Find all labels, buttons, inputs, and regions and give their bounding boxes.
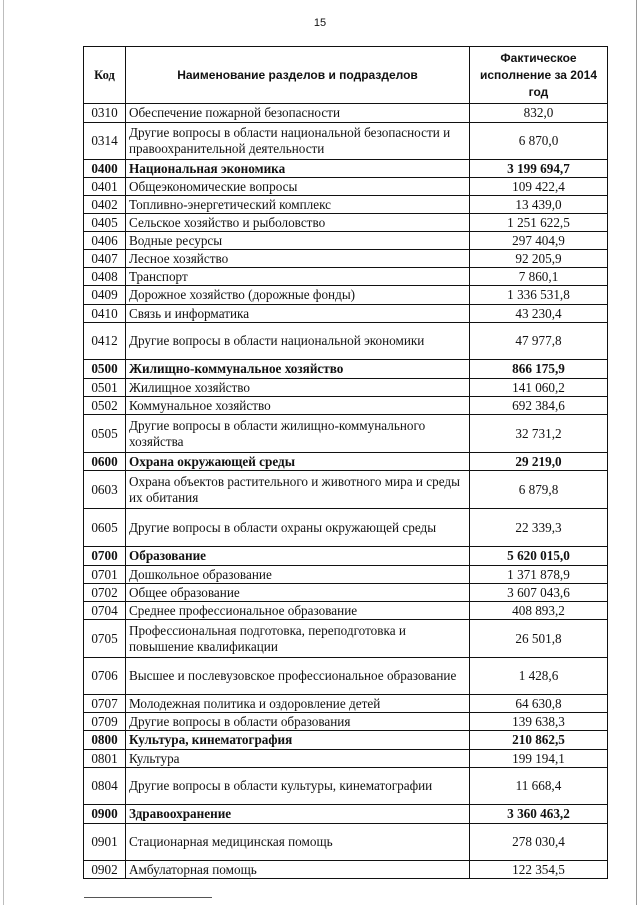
row-amount: 139 638,3: [470, 713, 608, 731]
table-row: [84, 547, 608, 566]
row-amount: 297 404,9: [470, 232, 608, 250]
table-row: [84, 824, 608, 861]
row-amount: 109 422,4: [470, 178, 608, 196]
row-amount: 13 439,0: [470, 196, 608, 214]
row-name: Национальная экономика: [126, 160, 470, 178]
table-row: [84, 104, 608, 123]
row-amount: 408 893,2: [470, 602, 608, 620]
row-name: Другие вопросы в области национальной безопасности и правоохранительной деятельности: [126, 123, 470, 160]
row-code: 0800: [84, 731, 126, 750]
page-right-edge: [636, 0, 637, 905]
row-amount: 22 339,3: [470, 509, 608, 547]
row-name: Топливно-энергетический комплекс: [126, 196, 470, 214]
row-name: Жилищно-коммунальное хозяйство: [126, 360, 470, 379]
row-amount: 866 175,9: [470, 360, 608, 379]
row-amount: 692 384,6: [470, 397, 608, 415]
row-amount: 29 219,0: [470, 453, 608, 471]
row-code: 0502: [84, 397, 126, 415]
row-name: Здравоохранение: [126, 805, 470, 824]
row-name: Стационарная медицинская помощь: [126, 824, 470, 861]
table-row: [84, 566, 608, 584]
table-row: [84, 713, 608, 731]
table-row: [84, 214, 608, 232]
page-number: 15: [313, 17, 327, 29]
row-code: 0706: [84, 658, 126, 695]
row-amount: 832,0: [470, 104, 608, 123]
row-amount: 278 030,4: [470, 824, 608, 861]
row-code: 0700: [84, 547, 126, 566]
table-row: [84, 250, 608, 268]
row-amount: 1 371 878,9: [470, 566, 608, 584]
row-code: 0406: [84, 232, 126, 250]
row-code: 0701: [84, 566, 126, 584]
table-row: [84, 805, 608, 824]
row-code: 0600: [84, 453, 126, 471]
row-name: Среднее профессиональное образование: [126, 602, 470, 620]
table-row: [84, 196, 608, 214]
row-name: Охрана объектов растительного и животного мира и среды их обитания: [126, 471, 470, 509]
table-row: [84, 286, 608, 305]
row-code: 0707: [84, 695, 126, 713]
table-row: [84, 471, 608, 509]
row-amount: 47 977,8: [470, 323, 608, 360]
row-code: 0409: [84, 286, 126, 305]
row-amount: 11 668,4: [470, 768, 608, 805]
table-row: [84, 178, 608, 196]
page-left-edge: [3, 0, 4, 905]
table-row: [84, 453, 608, 471]
row-name: Другие вопросы в области образования: [126, 713, 470, 731]
row-code: 0704: [84, 602, 126, 620]
row-code: 0801: [84, 750, 126, 768]
row-code: 0402: [84, 196, 126, 214]
row-name: Общее образование: [126, 584, 470, 602]
table-row: [84, 415, 608, 453]
row-amount: 64 630,8: [470, 695, 608, 713]
header-name: Наименование разделов и подразделов: [126, 47, 470, 104]
row-code: 0408: [84, 268, 126, 286]
table-row: [84, 123, 608, 160]
table-row: [84, 861, 608, 879]
row-amount: 3 360 463,2: [470, 805, 608, 824]
row-name: Жилищное хозяйство: [126, 379, 470, 397]
row-name: Амбулаторная помощь: [126, 861, 470, 879]
row-code: 0702: [84, 584, 126, 602]
row-amount: 122 354,5: [470, 861, 608, 879]
row-name: Транспорт: [126, 268, 470, 286]
row-name: Коммунальное хозяйство: [126, 397, 470, 415]
table-row: [84, 768, 608, 805]
table-row: [84, 305, 608, 323]
row-code: 0709: [84, 713, 126, 731]
row-code: 0407: [84, 250, 126, 268]
row-name: Общеэкономические вопросы: [126, 178, 470, 196]
row-name: Связь и информатика: [126, 305, 470, 323]
table-row: [84, 584, 608, 602]
row-name: Профессиональная подготовка, переподготовка и повышение квалификации: [126, 620, 470, 658]
table-row: [84, 731, 608, 750]
row-name: Культура, кинематография: [126, 731, 470, 750]
row-amount: 6 879,8: [470, 471, 608, 509]
table-row: [84, 360, 608, 379]
row-amount: 43 230,4: [470, 305, 608, 323]
row-code: 0605: [84, 509, 126, 547]
row-code: 0901: [84, 824, 126, 861]
row-code: 0500: [84, 360, 126, 379]
row-amount: 92 205,9: [470, 250, 608, 268]
footnote-separator: [84, 897, 212, 898]
table-row: [84, 602, 608, 620]
row-name: Образование: [126, 547, 470, 566]
row-name: Водные ресурсы: [126, 232, 470, 250]
row-name: Охрана окружающей среды: [126, 453, 470, 471]
row-name: Обеспечение пожарной безопасности: [126, 104, 470, 123]
row-name: Лесное хозяйство: [126, 250, 470, 268]
row-code: 0310: [84, 104, 126, 123]
row-code: 0705: [84, 620, 126, 658]
table-row: [84, 695, 608, 713]
table-row: [84, 160, 608, 178]
table-row: [84, 509, 608, 547]
row-code: 0902: [84, 861, 126, 879]
row-name: Высшее и послевузовское профессиональное образование: [126, 658, 470, 695]
table-row: [84, 620, 608, 658]
row-name: Другие вопросы в области культуры, кинематографии: [126, 768, 470, 805]
row-amount: 6 870,0: [470, 123, 608, 160]
table-row: [84, 379, 608, 397]
table-row: [84, 397, 608, 415]
row-amount: 32 731,2: [470, 415, 608, 453]
table-header-row: [84, 47, 608, 104]
row-amount: 1 251 622,5: [470, 214, 608, 232]
row-code: 0314: [84, 123, 126, 160]
row-code: 0501: [84, 379, 126, 397]
row-code: 0900: [84, 805, 126, 824]
row-name: Сельское хозяйство и рыболовство: [126, 214, 470, 232]
row-code: 0400: [84, 160, 126, 178]
row-code: 0603: [84, 471, 126, 509]
row-amount: 5 620 015,0: [470, 547, 608, 566]
row-amount: 7 860,1: [470, 268, 608, 286]
table-row: [84, 750, 608, 768]
row-name: Молодежная политика и оздоровление детей: [126, 695, 470, 713]
row-name: Дорожное хозяйство (дорожные фонды): [126, 286, 470, 305]
row-amount: 210 862,5: [470, 731, 608, 750]
row-name: Дошкольное образование: [126, 566, 470, 584]
row-code: 0412: [84, 323, 126, 360]
row-amount: 1 428,6: [470, 658, 608, 695]
table-row: [84, 323, 608, 360]
row-code: 0804: [84, 768, 126, 805]
row-amount: 26 501,8: [470, 620, 608, 658]
row-amount: 141 060,2: [470, 379, 608, 397]
row-name: Другие вопросы в области национальной экономики: [126, 323, 470, 360]
row-amount: 199 194,1: [470, 750, 608, 768]
row-code: 0405: [84, 214, 126, 232]
row-code: 0410: [84, 305, 126, 323]
budget-table: [83, 46, 608, 879]
row-code: 0401: [84, 178, 126, 196]
row-code: 0505: [84, 415, 126, 453]
row-name: Другие вопросы в области жилищно-коммунального хозяйства: [126, 415, 470, 453]
row-amount: 1 336 531,8: [470, 286, 608, 305]
table-row: [84, 268, 608, 286]
row-name: Другие вопросы в области охраны окружающей среды: [126, 509, 470, 547]
table-row: [84, 658, 608, 695]
table-row: [84, 232, 608, 250]
header-code: Код: [84, 47, 126, 104]
header-amount: Фактическое исполнение за 2014 год: [470, 47, 608, 104]
row-name: Культура: [126, 750, 470, 768]
row-amount: 3 199 694,7: [470, 160, 608, 178]
row-amount: 3 607 043,6: [470, 584, 608, 602]
